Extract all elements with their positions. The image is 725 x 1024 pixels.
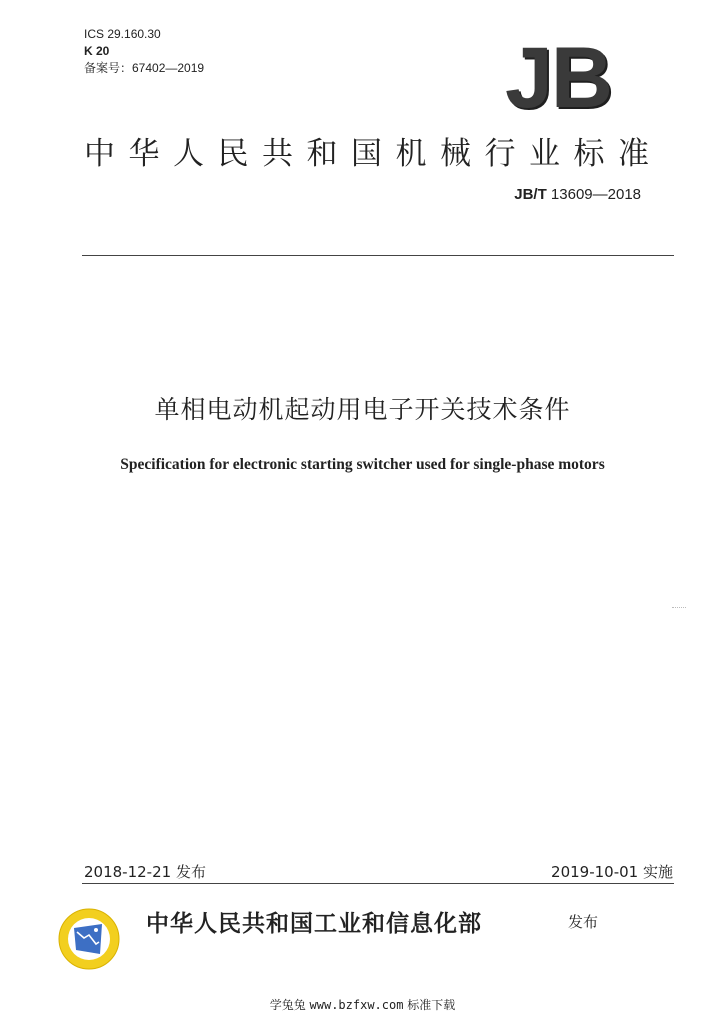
ics-code: ICS 29.160.30 — [84, 27, 161, 41]
footer-url[interactable]: www.bzfxw.com — [309, 998, 404, 1012]
issuing-authority-suffix: 发布 — [568, 913, 599, 931]
standard-number-prefix: JB/T — [514, 186, 547, 203]
footer-site-name: 学兔兔 — [269, 998, 306, 1012]
standard-number-code: 13609—2018 — [546, 186, 641, 203]
filing-number: 备案号：67402—2019 — [84, 61, 205, 75]
top-divider — [82, 255, 674, 256]
title-chinese: 单相电动机起动用电子开关技术条件 — [154, 395, 571, 424]
ccs-code: K 20 — [84, 44, 110, 58]
implementation-date: 2019-10-01 实施 — [551, 863, 673, 881]
issue-date: 2018-12-21 发布 — [84, 863, 206, 881]
title-english: Specification for electronic starting switcher used for single-phase motors — [120, 456, 605, 473]
standard-number — [514, 186, 641, 203]
org-title: 中华人民共和国机械行业标准 — [84, 136, 663, 172]
jb-logo: JB — [505, 30, 611, 126]
ministry-seal-icon — [58, 908, 120, 970]
footer-tagline: 标准下载 — [407, 998, 456, 1012]
footer-watermark — [0, 996, 725, 1013]
scan-speck — [672, 607, 686, 610]
issuing-authority: 中华人民共和国工业和信息化部 — [146, 911, 482, 937]
bottom-divider — [82, 883, 674, 884]
